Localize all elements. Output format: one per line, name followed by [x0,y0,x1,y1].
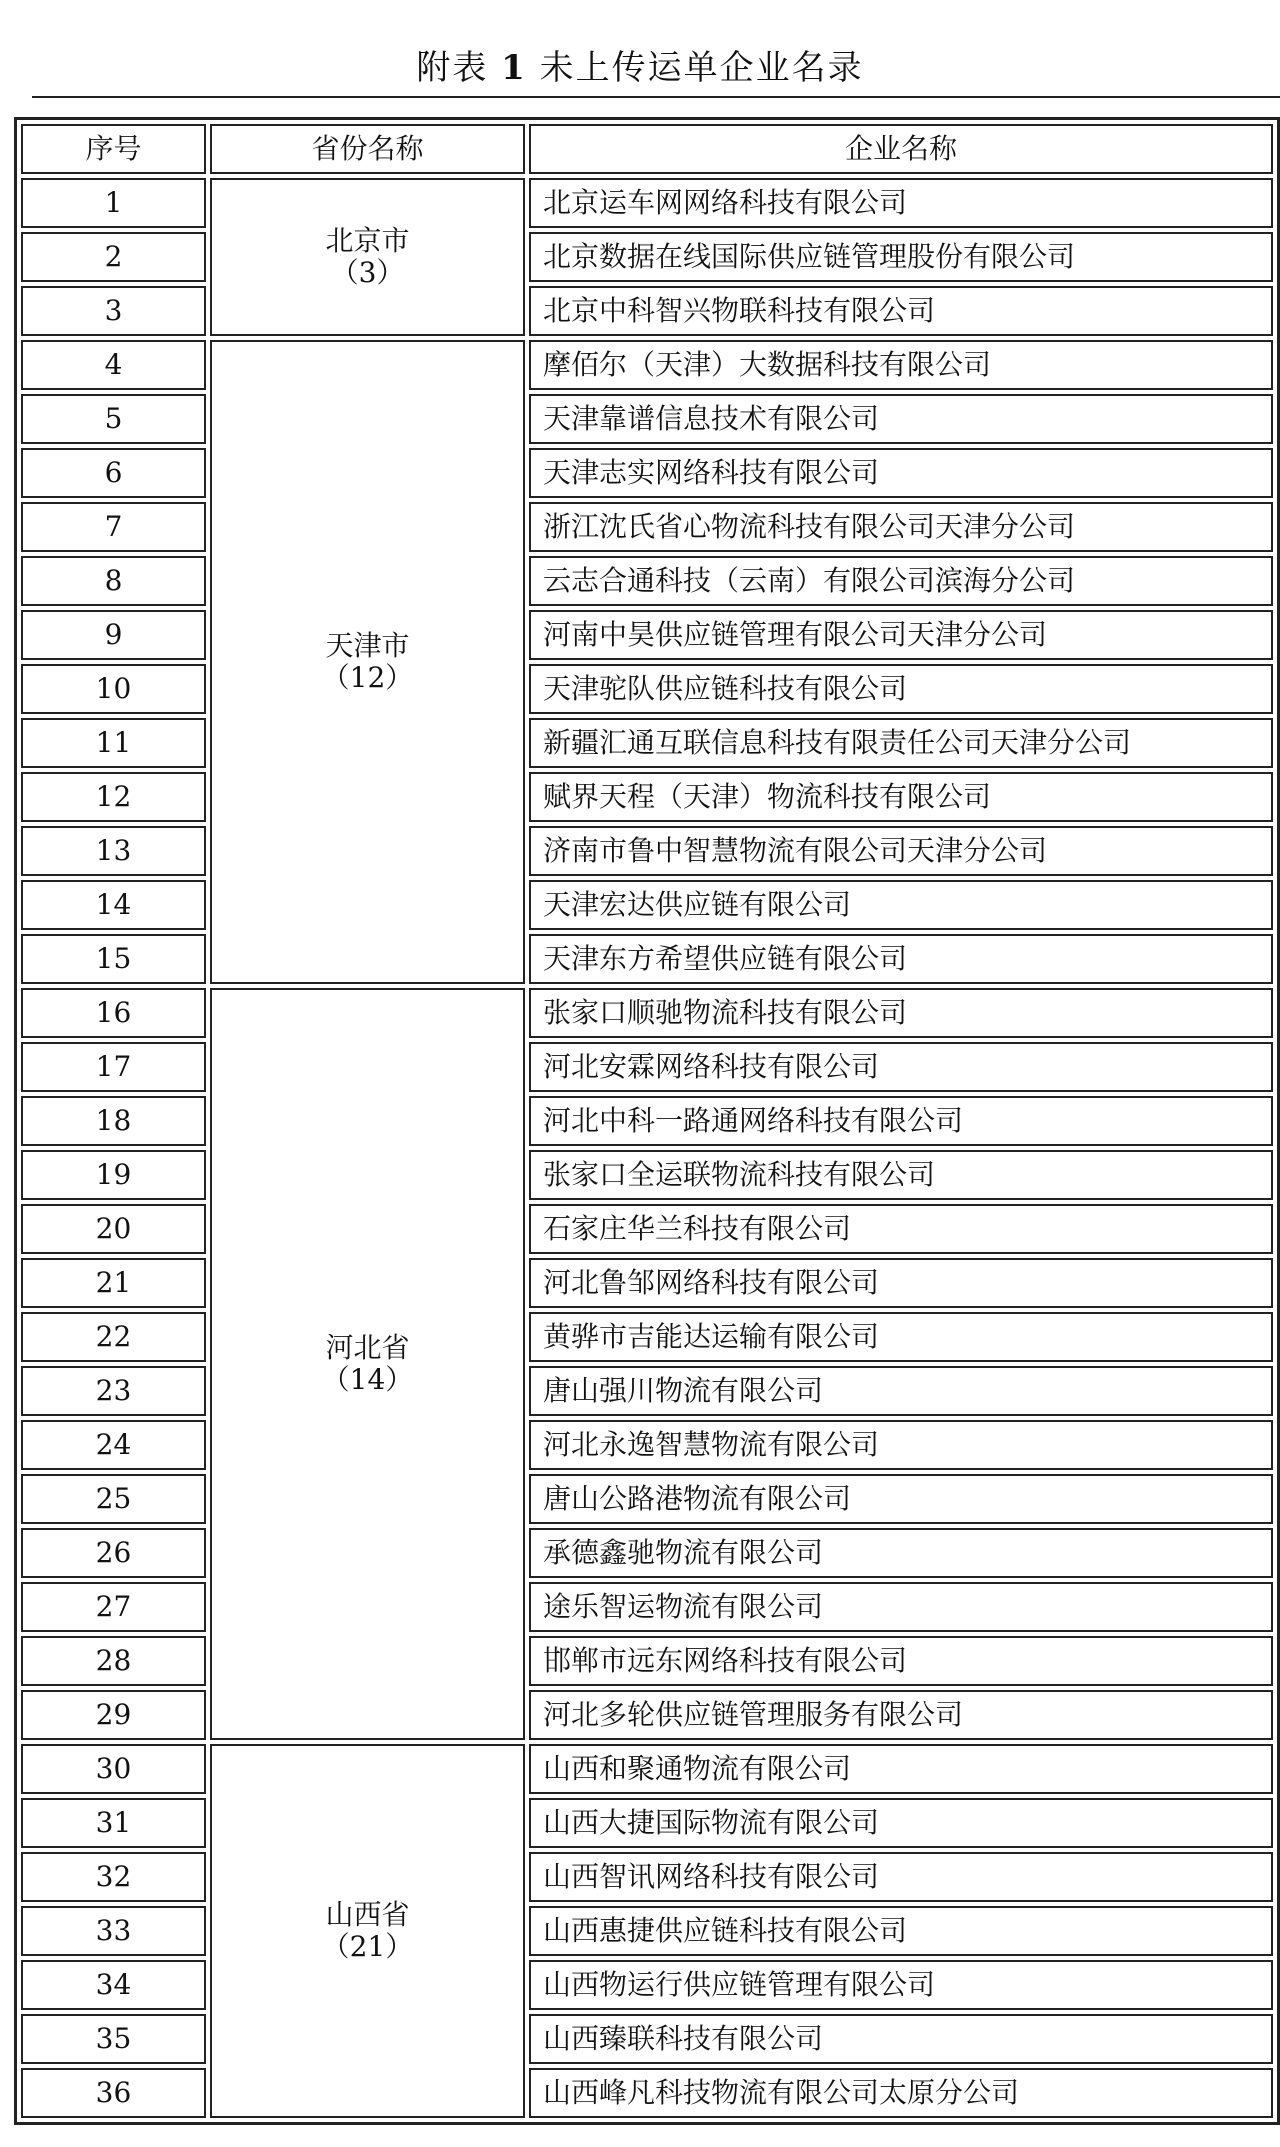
title-prefix: 附表 [416,48,489,88]
table-row [21,340,1273,390]
row-index: 13 [21,826,206,876]
row-index: 15 [21,934,206,984]
header-index: 序号 [21,124,206,174]
company-name: 山西和聚通物流有限公司 [529,1744,1273,1794]
row-index: 25 [21,1474,206,1524]
province-count: （21） [321,1930,414,1963]
row-index: 34 [21,1960,206,2010]
table-row [21,718,1273,768]
row-index: 24 [21,1420,206,1470]
row-index: 28 [21,1636,206,1686]
table-row [21,1798,1273,1848]
row-index: 26 [21,1528,206,1578]
company-name: 浙江沈氏省心物流科技有限公司天津分公司 [529,502,1273,552]
company-name: 赋界天程（天津）物流科技有限公司 [529,772,1273,822]
table-row [21,1204,1273,1254]
row-index: 10 [21,664,206,714]
company-table [14,117,1280,2125]
table-row [21,610,1273,660]
row-index: 23 [21,1366,206,1416]
company-name: 天津驼队供应链科技有限公司 [529,664,1273,714]
table-row [21,1312,1273,1362]
company-name: 天津靠谱信息技术有限公司 [529,394,1273,444]
row-index: 32 [21,1852,206,1902]
row-index: 19 [21,1150,206,1200]
company-name: 云志合通科技（云南）有限公司滨海分公司 [529,556,1273,606]
row-index: 36 [21,2068,206,2118]
table-row [21,2014,1273,2064]
table-row [21,1960,1273,2010]
company-name: 天津志实网络科技有限公司 [529,448,1273,498]
company-name: 山西大捷国际物流有限公司 [529,1798,1273,1848]
table-row [21,826,1273,876]
company-name: 河北中科一路通网络科技有限公司 [529,1096,1273,1146]
province-name: 天津市 [325,628,410,662]
table-row [21,448,1273,498]
row-index: 9 [21,610,206,660]
table-row [21,880,1273,930]
province-count: （12） [321,661,414,694]
company-name: 石家庄华兰科技有限公司 [529,1204,1273,1254]
title-rule [32,96,1280,98]
company-name: 北京运车网网络科技有限公司 [529,178,1273,228]
table-row [21,2068,1273,2118]
row-index: 16 [21,988,206,1038]
table-body [21,178,1273,2118]
province-cell [210,1744,525,2118]
table-row [21,1258,1273,1308]
company-name: 北京中科智兴物联科技有限公司 [529,286,1273,336]
company-name: 新疆汇通互联信息科技有限责任公司天津分公司 [529,718,1273,768]
table-header-row [21,124,1273,174]
table-row [21,664,1273,714]
company-name: 山西峰凡科技物流有限公司太原分公司 [529,2068,1273,2118]
table-row [21,394,1273,444]
company-name: 天津东方希望供应链有限公司 [529,934,1273,984]
row-index: 5 [21,394,206,444]
table-row [21,1474,1273,1524]
row-index: 2 [21,232,206,282]
row-index: 18 [21,1096,206,1146]
table-row [21,502,1273,552]
company-name: 张家口顺驰物流科技有限公司 [529,988,1273,1038]
row-index: 21 [21,1258,206,1308]
table-row [21,1420,1273,1470]
row-index: 27 [21,1582,206,1632]
province-count: （3） [330,256,405,289]
company-name: 山西物运行供应链管理有限公司 [529,1960,1273,2010]
row-index: 22 [21,1312,206,1362]
table-row [21,772,1273,822]
table-row [21,1150,1273,1200]
table-row [21,934,1273,984]
table-row [21,1096,1273,1146]
company-name: 张家口全运联物流科技有限公司 [529,1150,1273,1200]
table-row [21,1042,1273,1092]
company-name: 河北多轮供应链管理服务有限公司 [529,1690,1273,1740]
table-row [21,1690,1273,1740]
row-index: 17 [21,1042,206,1092]
title-number: 1 [501,48,527,88]
row-index: 12 [21,772,206,822]
header-company: 企业名称 [529,124,1273,174]
row-index: 20 [21,1204,206,1254]
row-index: 11 [21,718,206,768]
row-index: 3 [21,286,206,336]
table-row [21,1366,1273,1416]
table-row [21,1852,1273,1902]
province-name: 北京市 [325,223,410,257]
row-index: 8 [21,556,206,606]
document-title [0,40,1280,89]
row-index: 31 [21,1798,206,1848]
province-cell [210,178,525,336]
table-row [21,1636,1273,1686]
company-name: 北京数据在线国际供应链管理股份有限公司 [529,232,1273,282]
company-name: 承德鑫驰物流有限公司 [529,1528,1273,1578]
company-name: 唐山强川物流有限公司 [529,1366,1273,1416]
table-row [21,1906,1273,1956]
company-name: 摩佰尔（天津）大数据科技有限公司 [529,340,1273,390]
company-name: 河北安霖网络科技有限公司 [529,1042,1273,1092]
company-name: 河北永逸智慧物流有限公司 [529,1420,1273,1470]
company-name: 邯郸市远东网络科技有限公司 [529,1636,1273,1686]
row-index: 30 [21,1744,206,1794]
province-cell [210,988,525,1740]
table-row [21,1582,1273,1632]
province-name: 山西省 [325,1897,410,1931]
company-name: 途乐智运物流有限公司 [529,1582,1273,1632]
row-index: 33 [21,1906,206,1956]
table-row [21,1528,1273,1578]
province-count: （14） [321,1363,414,1396]
company-name: 唐山公路港物流有限公司 [529,1474,1273,1524]
row-index: 29 [21,1690,206,1740]
row-index: 14 [21,880,206,930]
table-row [21,286,1273,336]
company-name: 山西臻联科技有限公司 [529,2014,1273,2064]
province-name: 河北省 [325,1330,410,1364]
row-index: 35 [21,2014,206,2064]
table-row [21,232,1273,282]
row-index: 6 [21,448,206,498]
row-index: 7 [21,502,206,552]
row-index: 4 [21,340,206,390]
row-index: 1 [21,178,206,228]
company-name: 山西惠捷供应链科技有限公司 [529,1906,1273,1956]
header-province: 省份名称 [210,124,525,174]
title-text: 未上传运单企业名录 [539,48,864,88]
table-row [21,1744,1273,1794]
province-cell [210,340,525,984]
company-name: 黄骅市吉能达运输有限公司 [529,1312,1273,1362]
table-row [21,556,1273,606]
company-name: 济南市鲁中智慧物流有限公司天津分公司 [529,826,1273,876]
company-name: 河南中昊供应链管理有限公司天津分公司 [529,610,1273,660]
table-row [21,178,1273,228]
company-name: 河北鲁邹网络科技有限公司 [529,1258,1273,1308]
company-name: 天津宏达供应链有限公司 [529,880,1273,930]
table-row [21,988,1273,1038]
company-name: 山西智讯网络科技有限公司 [529,1852,1273,1902]
